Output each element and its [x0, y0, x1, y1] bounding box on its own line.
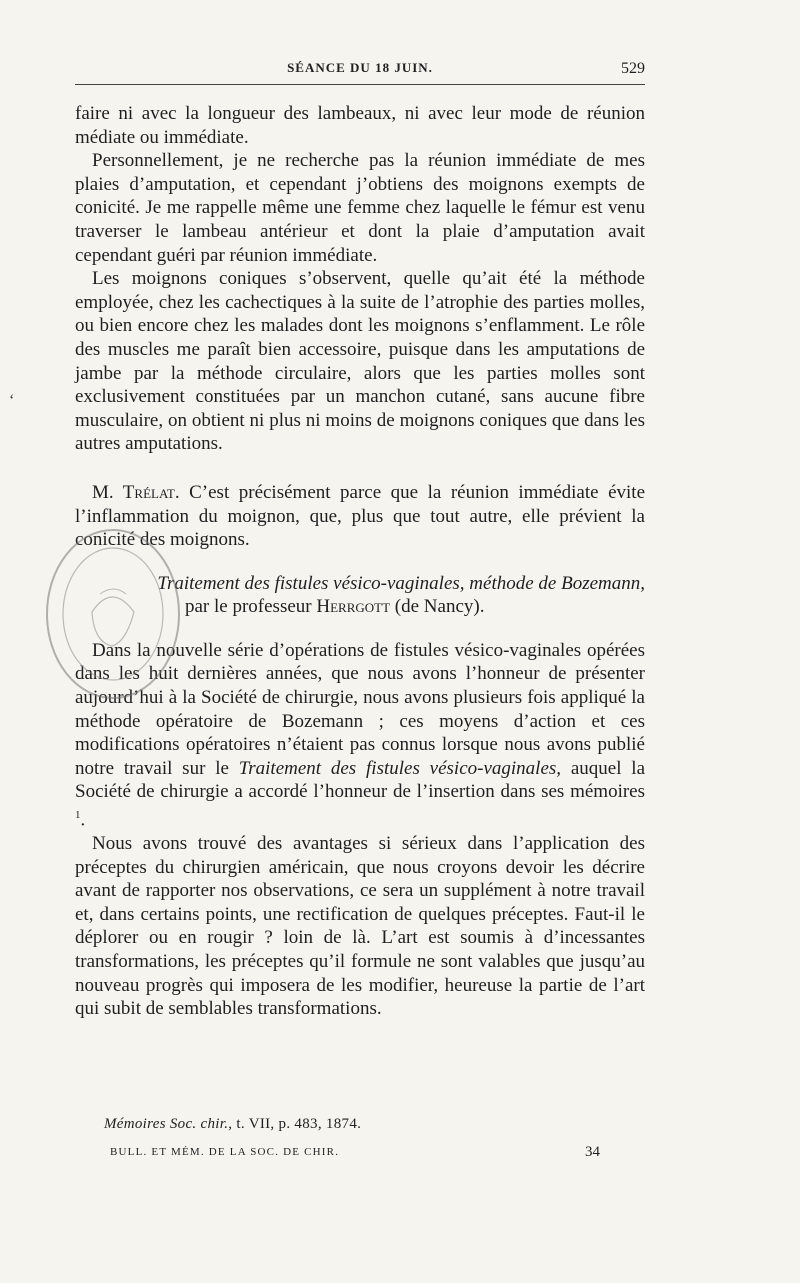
speaker-text: C’est précisément parce que la réunion immédiate évite l’inflammation du moignon, que, plus que tout autre, elle prévient la conicité des moignons. [75, 481, 645, 551]
footnote [104, 1116, 644, 1133]
body-text [75, 102, 645, 1021]
paragraph-6: Nous avons trouvé des avantages si sérieux dans l’application des préceptes du chirurgien américain, que nous croyons devoir les décrire avant de rapporter nos observations, ce sera un supplément à notre travail et, dans certains points, une rectification de quelques préceptes. Faut-il le déplorer ou en rougir ? loin de là. L’art est soumis à d’incessantes transformations, les préceptes qu’il formule ne sont valables que jusqu’au nouveau progrès qui imposera de les modifier, heureuse la partie de l’art qui subit de semblables transformations. [75, 832, 645, 1020]
paragraph-5-end: auquel la Société de chirurgie a accordé l’honneur de l’insertion dans ses mémoires [75, 757, 646, 803]
section-author-line [145, 595, 645, 619]
section-title: Traitement des fistules vésico-vaginales, méthode de Bozemann, [157, 572, 645, 594]
speaker-name: M. Trélat. [92, 481, 180, 503]
paragraph-1: faire ni avec la longueur des lambeaux, ni avec leur mode de réunion médiate ou immédiate. [75, 103, 645, 148]
page-number: 529 [621, 60, 645, 77]
author-name: Herrgott [316, 596, 391, 618]
running-title: SÉANCE DU 18 JUIN. [287, 60, 433, 75]
paragraph-2: Personnellement, je ne recherche pas la réunion immédiate de mes plaies d’amputation, et cependant j’obtiens des moignons exempts de conicité. Je me rappelle même une femme chez laquelle le fémur est venu traverser le lambeau antérieur et dont la plaie d’amputation avait cependant guéri par réunion immédiate. [75, 150, 645, 266]
author-prefix: par le professeur [185, 596, 312, 618]
footnote-source: Mémoires Soc. chir. [104, 1116, 229, 1132]
paragraph-3: Les moignons coniques s’observent, quelle qu’ait été la méthode employée, chez les cachectiques à la suite de l’atrophie des parties molles, ou bien encore chez les malades dont les moignons s’enflamment. Le rôle des muscles me paraît bien accessoire, puisque dans les amputations de jambe par la méthode circulaire, alors que les parties molles sont exclusivement constituées par un manchon cutané, sans aucune fibre musculaire, on obtient ni plus ni moins de moignons coniques que dans les autres amputations. [75, 268, 645, 455]
margin-mark: ʻ [9, 392, 15, 409]
author-suffix: (de Nancy). [394, 596, 485, 618]
signature-line: BULL. ET MÉM. DE LA SOC. DE CHIR. [110, 1146, 340, 1158]
paragraph-5: Dans la nouvelle série d’opérations de fistules vésico-vaginales opérées dans les huit dernières années, que nous avons l’honneur de présenter aujourd’hui à la Société de chirurgie, nous avons plusieurs fois appliqué la méthode opératoire de Bozemann ; ces moyens d’action et ces modifications opératoires n’étaient pas connus lorsque nous avons publié notre travail sur le Traitement des fistules vésico-vaginales, auquel la Société de chirurgie a accordé l’honneur de l’insertion dans ses mémoires $^1$. [75, 639, 646, 831]
section-heading [75, 572, 645, 619]
footnote-details: , t. VII, p. 483, 1874. [228, 1116, 362, 1132]
paragraph-trelat [75, 481, 645, 552]
running-head [75, 60, 645, 85]
footnote-ref: 1 [75, 809, 81, 822]
signature-number: 34 [585, 1144, 600, 1160]
paragraph-5-title: Traitement des fistules vésico-vaginales, [238, 757, 562, 779]
paragraph-5-start: Dans la nouvelle série d’opérations de fistules vésico-vaginales opérées dans les huit dernières années, que nous avons l’honneur de présenter aujourd’hui à la Société de chirurgie, nous avons plusieurs fois appliqué la méthode opératoire de Bozemann ; ces moyens d’action et ces modifications opératoires n’étaient pas connus lorsque nous avons publié notre travail sur le [75, 639, 645, 779]
